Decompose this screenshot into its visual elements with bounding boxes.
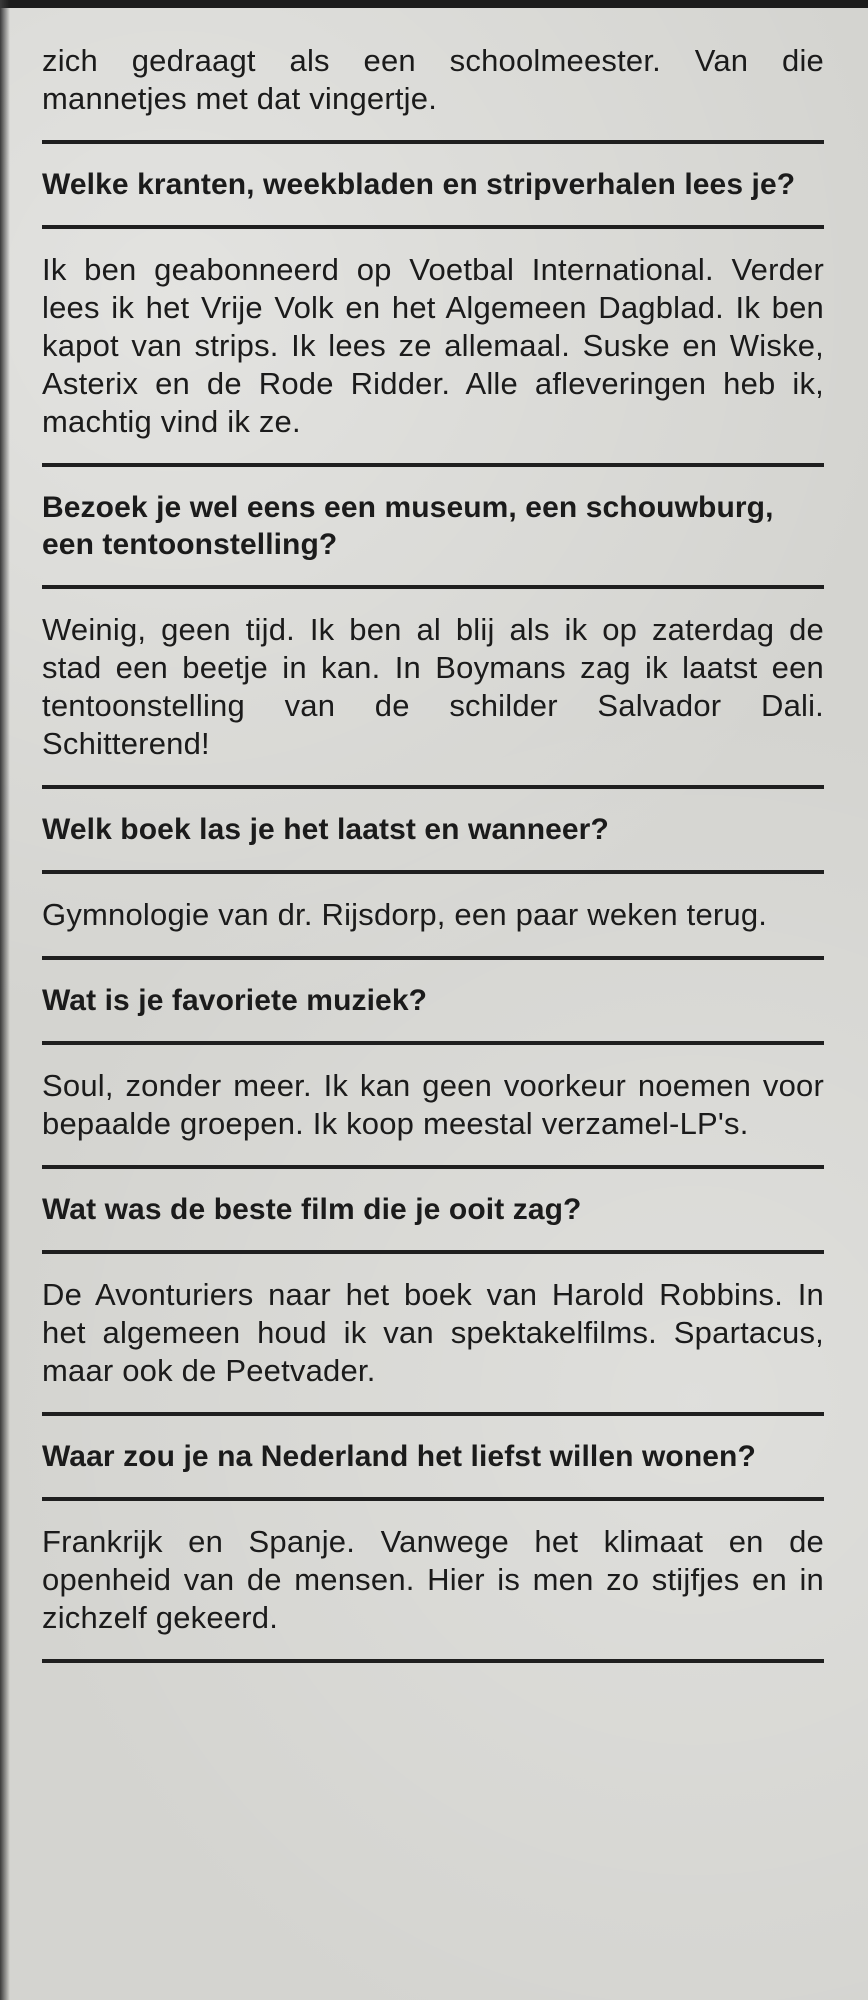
answer-3: Gymnologie van dr. Rijsdorp, een paar weken terug.	[42, 897, 768, 932]
question-6: Waar zou je na Nederland het liefst willen wonen?	[42, 1440, 756, 1473]
answer-4: Soul, zonder meer. Ik kan geen voorkeur noemen voor bepaalde groepen. Ik koop meestal verzamel-LP's.	[42, 1068, 824, 1141]
divider-rule	[42, 956, 824, 960]
question-4: Wat is je favoriete muziek?	[42, 984, 428, 1017]
question-3: Welk boek las je het laatst en wanneer?	[42, 813, 609, 846]
intro-text: zich gedraagt als een schoolmeester. Van die mannetjes met dat vingertje.	[42, 43, 824, 116]
divider-rule	[42, 1497, 824, 1501]
answer-1: Ik ben geabonneerd op Voetbal International. Verder lees ik het Vrije Volk en het Algemeen Dagblad. Ik ben kapot van strips. Ik lees ze allemaal. Suske en Wiske, Asterix en de Rode Ridder. Alle afleveringen heb ik, machtig vind ik ze.	[42, 252, 824, 439]
left-shadow-edge	[0, 0, 10, 2000]
divider-rule	[42, 870, 824, 874]
question-1: Welke kranten, weekbladen en stripverhalen lees je?	[42, 168, 796, 201]
answer-5: De Avonturiers naar het boek van Harold Robbins. In het algemeen houd ik van spektakelfilms. Spartacus, maar ook de Peetvader.	[42, 1277, 824, 1388]
top-edge	[0, 0, 868, 8]
divider-rule	[42, 1659, 824, 1663]
divider-rule	[42, 1250, 824, 1254]
answer-6: Frankrijk en Spanje. Vanwege het klimaat en de openheid van de mensen. Hier is men zo stijfjes en in zichzelf gekeerd.	[42, 1524, 824, 1635]
question-2: Bezoek je wel eens een museum, een schouwburg, een tentoonstelling?	[42, 491, 774, 561]
question-5: Wat was de beste film die je ooit zag?	[42, 1193, 582, 1226]
answer-2: Weinig, geen tijd. Ik ben al blij als ik op zaterdag de stad een beetje in kan. In Boymans zag ik laatst een tentoonstelling van de schilder Salvador Dali. Schitterend!	[42, 612, 824, 761]
divider-rule	[42, 785, 824, 789]
divider-rule	[42, 463, 824, 467]
divider-rule	[42, 1412, 824, 1416]
divider-rule	[42, 1165, 824, 1169]
divider-rule	[42, 585, 824, 589]
divider-rule	[42, 140, 824, 144]
divider-rule	[42, 1041, 824, 1045]
divider-rule	[42, 225, 824, 229]
